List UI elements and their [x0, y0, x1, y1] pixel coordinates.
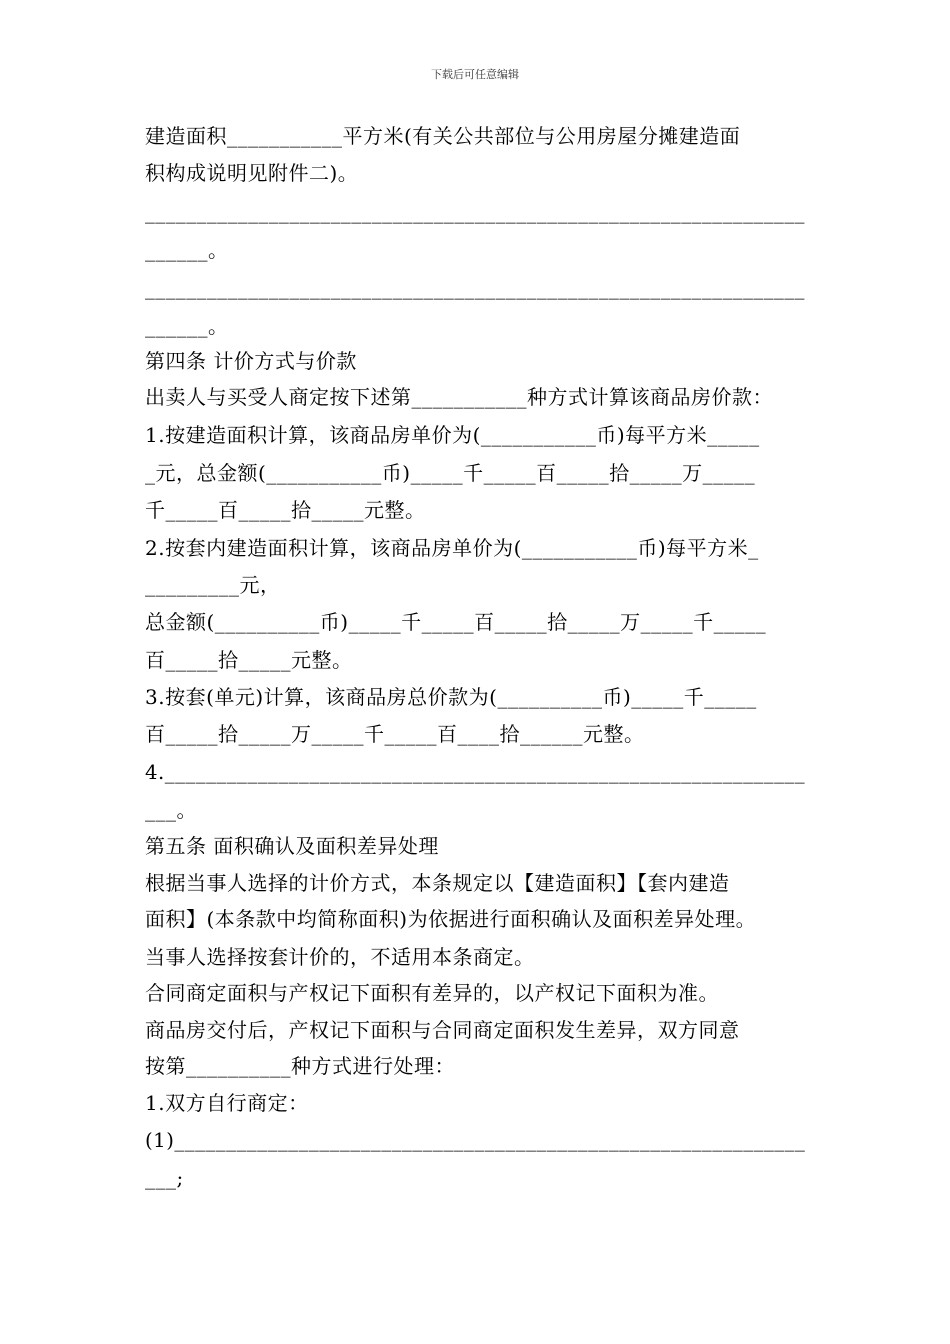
- text-line: 建造面积___________平方米(有关公共部位与公用房屋分摊建造面: [145, 124, 741, 148]
- text-line: 1.按建造面积计算，该商品房单价为(___________币)每平方米_____: [145, 423, 760, 447]
- text-line: 3.按套(单元)计算，该商品房总价款为(__________币)_____千_____: [145, 685, 757, 709]
- text-line: 积构成说明见附件二)。: [145, 161, 359, 185]
- text-line: ______。: [145, 314, 229, 338]
- text-line: (1)_____________________________________________________________: [145, 1128, 806, 1152]
- text-line: 合同商定面积与产权记下面积有差异的，以产权记下面积为准。: [145, 981, 719, 1005]
- text-line: 根据当事人选择的计价方式，本条规定以【建造面积】【套内建造: [145, 871, 730, 895]
- text-line: 面积】(本条款中均简称面积)为依据进行面积确认及面积差异处理。: [145, 907, 757, 931]
- text-line: 1.双方自行商定：: [145, 1091, 309, 1115]
- section-heading: 第四条 计价方式与价款: [145, 349, 357, 373]
- blank-line: ________________________________________________________________: [145, 276, 805, 300]
- blank-line: ________________________________________________________________: [145, 200, 805, 224]
- text-line: 百_____拾_____元整。: [145, 648, 353, 672]
- text-line: 百_____拾_____万_____千_____百____拾______元整。: [145, 722, 645, 746]
- text-line: ___;: [145, 1166, 184, 1190]
- text-line: ___。: [145, 798, 197, 822]
- section-heading: 第五条 面积确认及面积差异处理: [145, 834, 439, 858]
- text-line: 2.按套内建造面积计算，该商品房单价为(___________币)每平方米_: [145, 536, 759, 560]
- text-line: 4.______________________________________________________________: [145, 760, 806, 784]
- text-line: 商品房交付后，产权记下面积与合同商定面积发生差异，双方同意: [145, 1018, 740, 1042]
- page-header: 下载后可任意编辑: [431, 68, 519, 81]
- text-line: 按第__________种方式进行处理：: [145, 1054, 455, 1078]
- text-line: _________元，: [145, 573, 281, 597]
- text-line: 出卖人与买受人商定按下述第___________种方式计算该商品房价款：: [145, 385, 773, 409]
- text-line: 当事人选择按套计价的，不适用本条商定。: [145, 945, 535, 969]
- text-line: _元，总金额(___________币)_____千_____百_____拾_____万_____: [145, 461, 756, 485]
- text-line: 千_____百_____拾_____元整。: [145, 498, 426, 522]
- text-line: ______。: [145, 238, 229, 262]
- text-line: 总金额(__________币)_____千_____百_____拾_____万_____千_____: [145, 610, 767, 634]
